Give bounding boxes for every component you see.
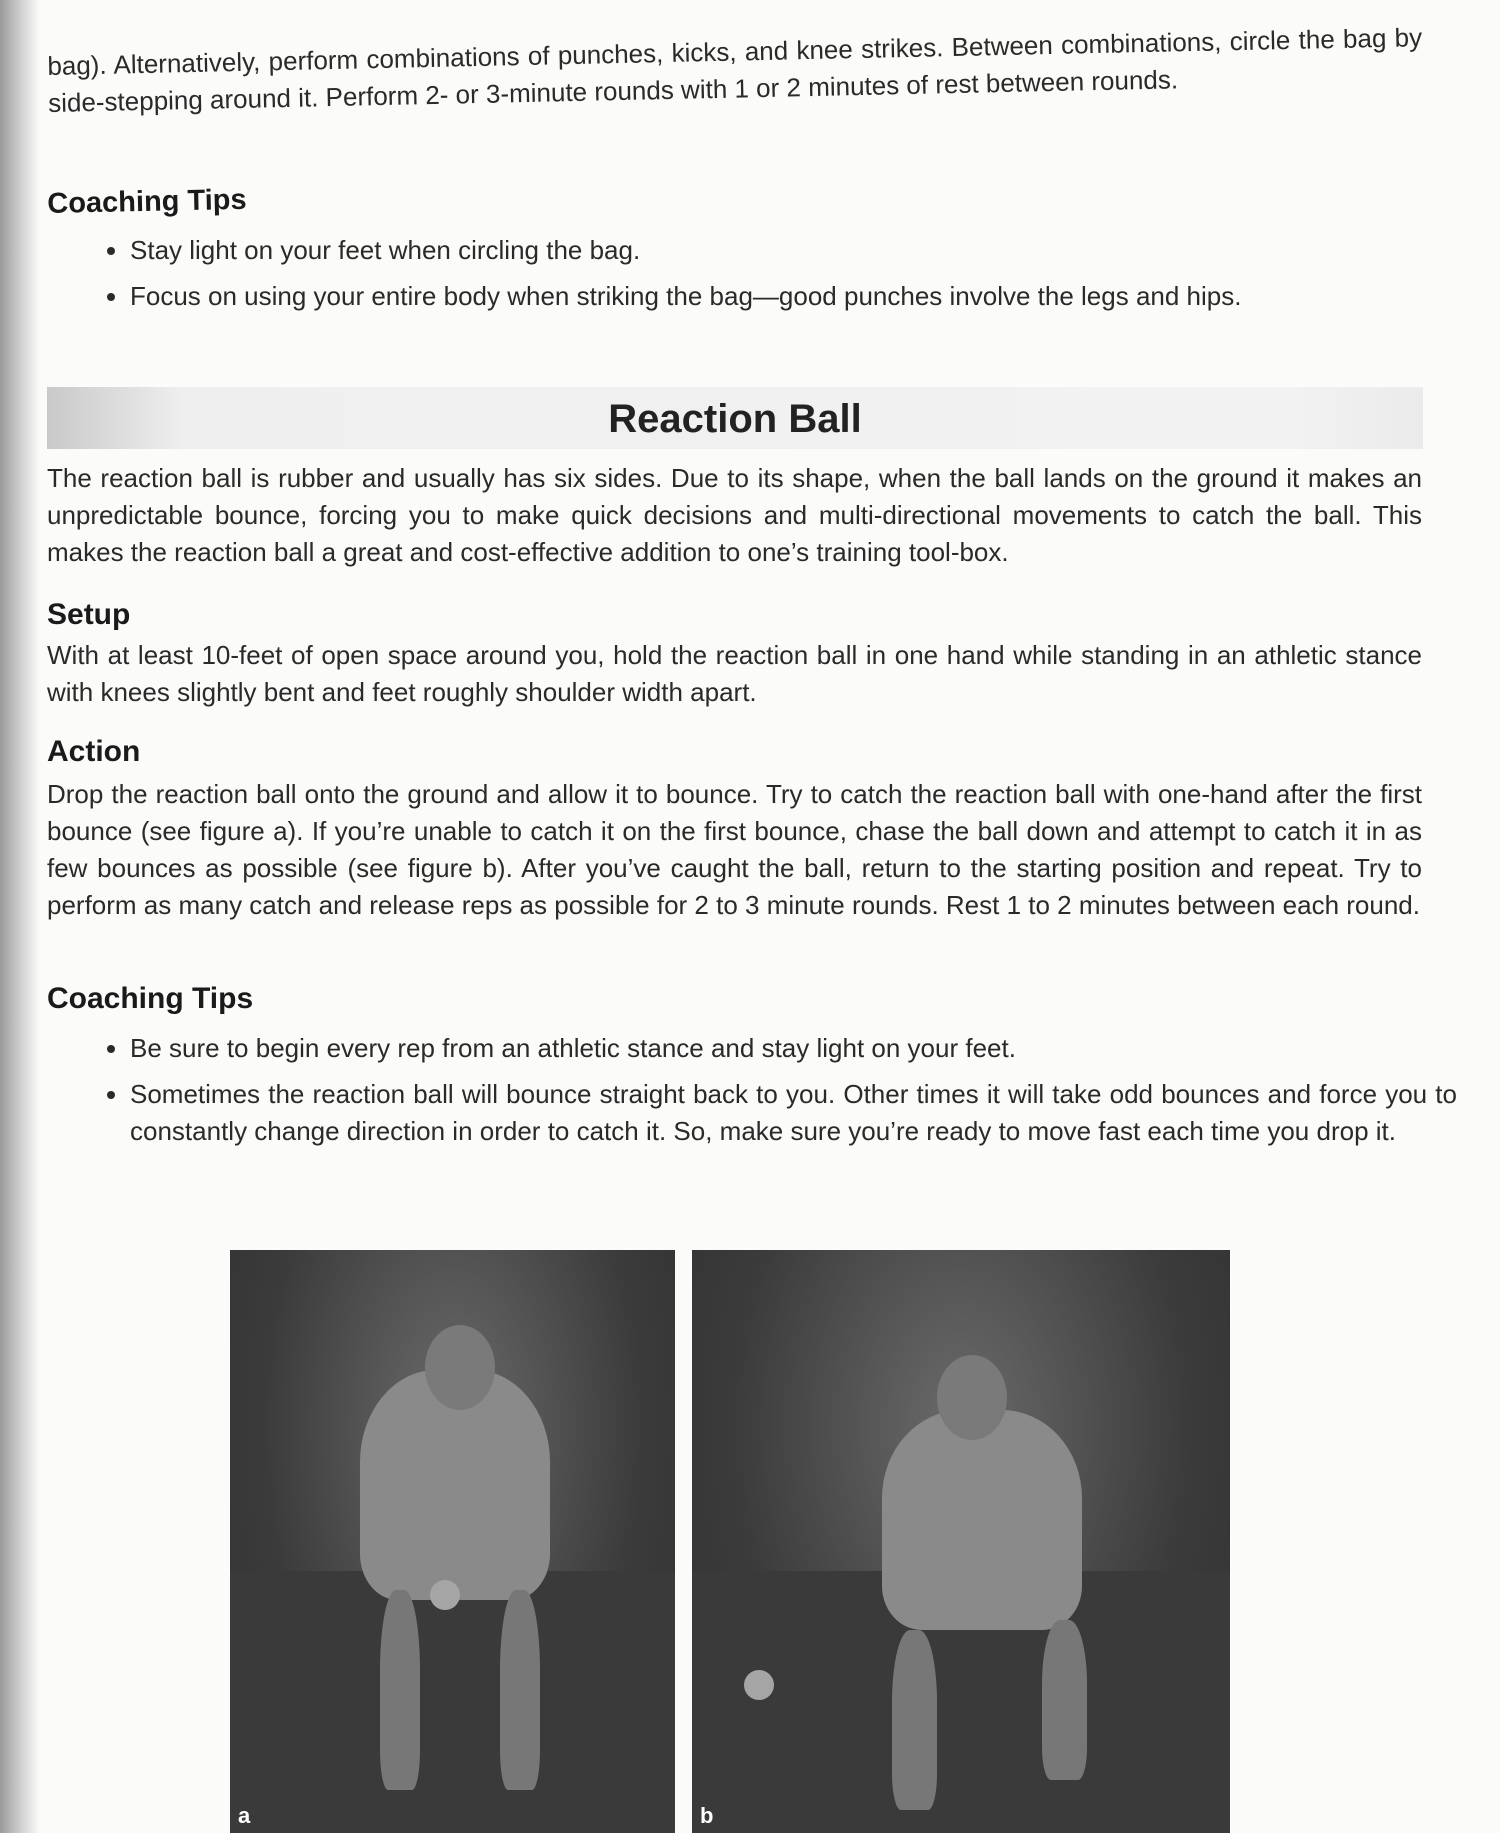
section-title: Reaction Ball — [608, 397, 862, 441]
list-item: • Sometimes the reaction ball will bounce straight back to you. Other times it will take odd bounces and force you to constantly change direction in order to catch it. So, make sure you’re ready to move fast each time you drop it. — [130, 1076, 1457, 1150]
intro-paragraph: bag). Alternatively, perform combinations of punches, kicks, and knee strikes. Between combinations, circle the bag by side-stepping around it. Perform 2- or 3-minute rounds with 1 or 2 minutes of rest between rounds. — [47, 22, 1423, 118]
prev-coaching-tips-heading: Coaching Tips — [47, 183, 247, 220]
figure-b-photo — [692, 1250, 1230, 1833]
athlete-head — [425, 1325, 495, 1410]
setup-heading: Setup — [47, 598, 131, 631]
section-intro: The reaction ball is rubber and usually has six sides. Due to its shape, when the ball lands on the ground it makes an unpredictable bounce, forcing you to make quick decisions and multi-directional movements to catch the ball. This makes the reaction ball a great and cost-effective addition to one’s training tool-box. — [47, 463, 1422, 567]
action-heading: Action — [47, 735, 141, 768]
setup-text: With at least 10-feet of open space around you, hold the reaction ball in one hand while standing in an athletic stance with knees slightly bent and feet roughly shoulder width apart. — [47, 640, 1422, 707]
page-spine-shadow — [0, 0, 40, 1833]
reaction-ball — [430, 1580, 460, 1610]
action-text: Drop the reaction ball onto the ground and allow it to bounce. Try to catch the reaction ball with one-hand after the first bounce (see figure a). If you’re unable to catch it on the first bounce, chase the ball down and attempt to catch it in as few bounces as possible (see figure b). After you’ve caught the ball, return to the starting position and repeat. Try to perform as many catch and release reps as possible for 2 to 3 minute rounds. Rest 1 to 2 minutes between each round. — [47, 779, 1422, 920]
athlete-torso — [882, 1410, 1082, 1630]
athlete-leg — [1042, 1620, 1087, 1780]
athlete-leg — [380, 1590, 420, 1790]
athlete-leg — [892, 1630, 937, 1810]
athlete-head — [937, 1355, 1007, 1440]
athlete-leg — [500, 1590, 540, 1790]
list-item: • Be sure to begin every rep from an athletic stance and stay light on your feet. — [130, 1030, 1457, 1067]
list-item: • Focus on using your entire body when striking the bag—good punches involve the legs and hips. — [130, 278, 1457, 315]
figure-a-photo — [230, 1250, 675, 1833]
floor — [230, 1571, 675, 1833]
figure-label: b — [700, 1803, 714, 1828]
section-banner — [47, 387, 1423, 449]
reaction-ball — [744, 1670, 774, 1700]
coaching-tips-heading: Coaching Tips — [47, 982, 254, 1015]
coaching-tips-list — [95, 1030, 1457, 1159]
figure-label: a — [238, 1803, 251, 1828]
prev-coaching-tips-list — [95, 232, 1457, 324]
list-item: • Stay light on your feet when circling the bag. — [130, 232, 1457, 269]
